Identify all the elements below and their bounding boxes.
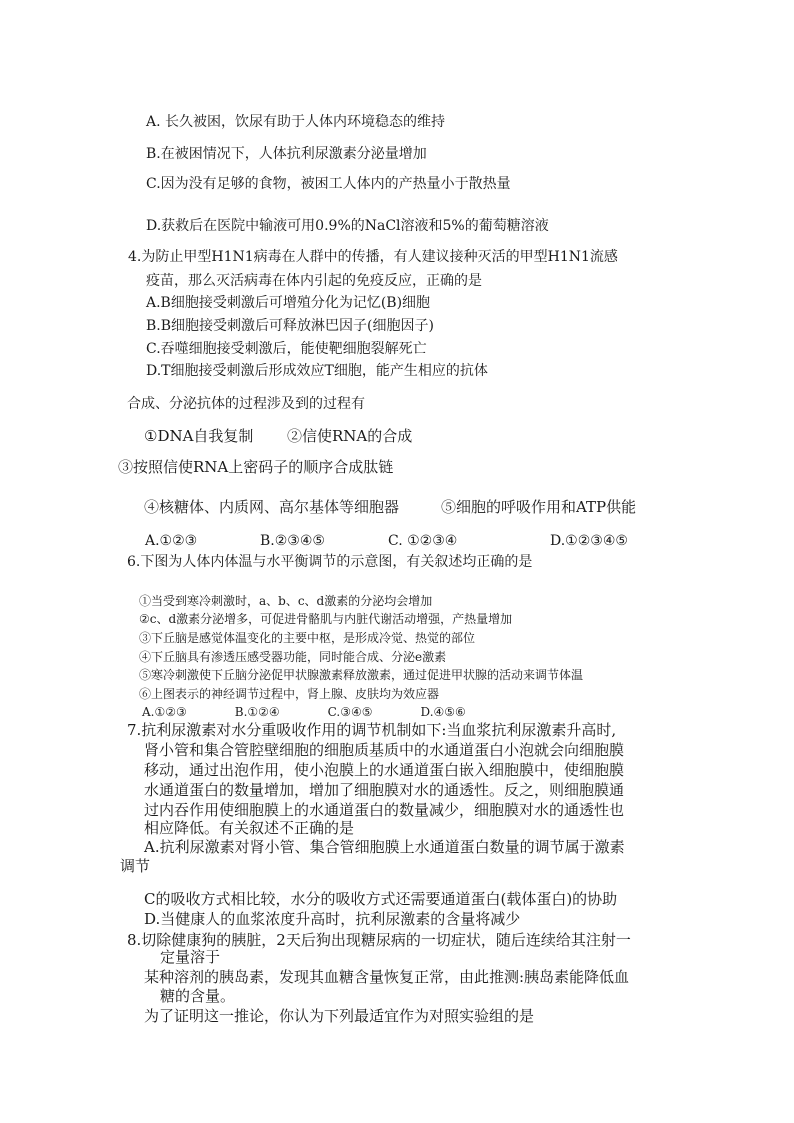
q5-item-3: ③按照信使RNA上密码子的顺序合成肽链 bbox=[118, 458, 394, 476]
q5-item-4: ④核糖体、内质网、高尔基体等细胞器 bbox=[144, 498, 400, 516]
q8-stem-line4: 糖的含量。 bbox=[160, 987, 236, 1005]
q8-stem-line3: 某种溶剂的胰岛素，发现其血糖含量恢复正常，由此推测:胰岛素能降低血 bbox=[144, 968, 630, 986]
q8-stem-line5: 为了证明这一推论，你认为下列最适宜作为对照实验组的是 bbox=[144, 1007, 535, 1025]
q7-stem-line2: 肾小管和集合管腔壁细胞的细胞质基质中的水通道蛋白小泡就会向细胞膜 bbox=[144, 741, 625, 759]
q6-statement-6: ⑥上图表示的神经调节过程中，肾上腺、皮肤均为效应器 bbox=[139, 687, 440, 701]
q7-stem-line4: 水通道蛋白的数量增加，增加了细胞膜对水的通透性。反之，则细胞膜通 bbox=[144, 781, 625, 799]
q5-item-2: ②信使RNA的合成 bbox=[287, 427, 413, 445]
q5-stem: 合成、分泌抗体的过程涉及到的过程有 bbox=[127, 396, 365, 412]
q7-option-a-line2: 调节 bbox=[120, 857, 151, 875]
q4-option-a: A.B细胞接受刺激后可增殖分化为记忆(B)细胞 bbox=[146, 295, 431, 311]
q4-option-b: B.B细胞接受刺激后可释放淋巴因子(细胞因子) bbox=[146, 318, 434, 334]
q5-option-a: A.①②③ bbox=[145, 533, 198, 549]
q5-item-1: ①DNA自我复制 bbox=[144, 427, 254, 445]
q4-option-c: C.吞噬细胞接受刺激后，能使靶细胞裂解死亡 bbox=[146, 341, 427, 357]
q7-stem-line3: 移动，通过出泡作用，使小泡膜上的水通道蛋白嵌入细胞膜中，使细胞膜 bbox=[144, 761, 625, 779]
q6-statement-2: ②c、d激素分泌增多，可促进骨骼肌与内脏代谢活动增强，产热量增加 bbox=[139, 612, 513, 626]
q4-stem-line2: 疫苗，那么灭活病毒在体内引起的免疫反应，正确的是 bbox=[146, 273, 482, 289]
q3-option-d: D.获救后在医院中输液可用0.9%的NaCl溶液和5%的葡萄糖溶液 bbox=[146, 218, 549, 234]
q3-option-a: A. 长久被困，饮尿有助于人体内环境稳态的维持 bbox=[146, 114, 446, 130]
q6-statement-3: ③下丘脑是感觉体温变化的主要中枢，是形成冷觉、热觉的部位 bbox=[139, 631, 476, 645]
q6-statement-4: ④下丘脑具有渗透压感受器功能，同时能合成、分泌e激素 bbox=[139, 650, 447, 664]
q6-statement-5: ⑤寒冷刺激使下丘脑分泌促甲状腺激素释放激素，通过促进甲状腺的活动来调节体温 bbox=[139, 668, 584, 682]
q7-stem-line6: 相应降低。有关叙述不正确的是 bbox=[144, 819, 355, 837]
q8-stem-line2: 定量溶于 bbox=[160, 948, 221, 966]
q5-option-c: C. ①②③④ bbox=[388, 533, 458, 549]
q7-stem-line5: 过内吞作用使细胞膜上的水通道蛋白的数量减少，细胞膜对水的通透性也 bbox=[144, 801, 625, 819]
q6-options: A.①②③ B.①②④ C.③④⑤ D.④⑤⑥ bbox=[142, 705, 466, 719]
q5-item-5: ⑤细胞的呼吸作用和ATP供能 bbox=[441, 498, 637, 516]
q5-option-b: B.②③④⑤ bbox=[260, 533, 325, 549]
q6-stem: 6.下图为人体内体温与水平衡调节的示意图，有关叙述均正确的是 bbox=[127, 554, 533, 570]
q8-stem-line1: 8.切除健康狗的胰脏，2天后狗出现糖尿病的一切症状，随后连续给其注射一 bbox=[127, 931, 631, 949]
q5-option-d: D.①②③④⑤ bbox=[550, 533, 628, 549]
q3-option-b: B.在被困情况下，人体抗利尿激素分泌量增加 bbox=[146, 146, 427, 162]
q4-option-d: D.T细胞接受刺激后形成效应T细胞，能产生相应的抗体 bbox=[146, 363, 488, 379]
q7-option-a-line1: A.抗利尿激素对肾小管、集合管细胞膜上水通道蛋白数量的调节属于激素 bbox=[144, 838, 625, 856]
q4-stem-line1: 4.为防止甲型H1N1病毒在人群中的传播，有人建议接种灭活的甲型H1N1流感 bbox=[128, 249, 618, 265]
q3-option-c: C.因为没有足够的食物，被困工人体内的产热量小于散热量 bbox=[146, 176, 511, 192]
q7-stem-line1: 7.抗利尿激素对水分重吸收作用的调节机制如下:当血浆抗利尿激素升高时, bbox=[127, 721, 617, 739]
q5-options bbox=[145, 531, 665, 551]
q6-statement-1: ①当受到寒冷刺激时，a、b、c、d激素的分泌均会增加 bbox=[139, 594, 433, 608]
q7-option-d: D.当健康人的血浆浓度升高时，抗利尿激素的含量将减少 bbox=[144, 910, 521, 928]
q7-option-c: C的吸收方式相比较，水分的吸收方式还需要通道蛋白(载体蛋白)的协助 bbox=[144, 890, 618, 908]
